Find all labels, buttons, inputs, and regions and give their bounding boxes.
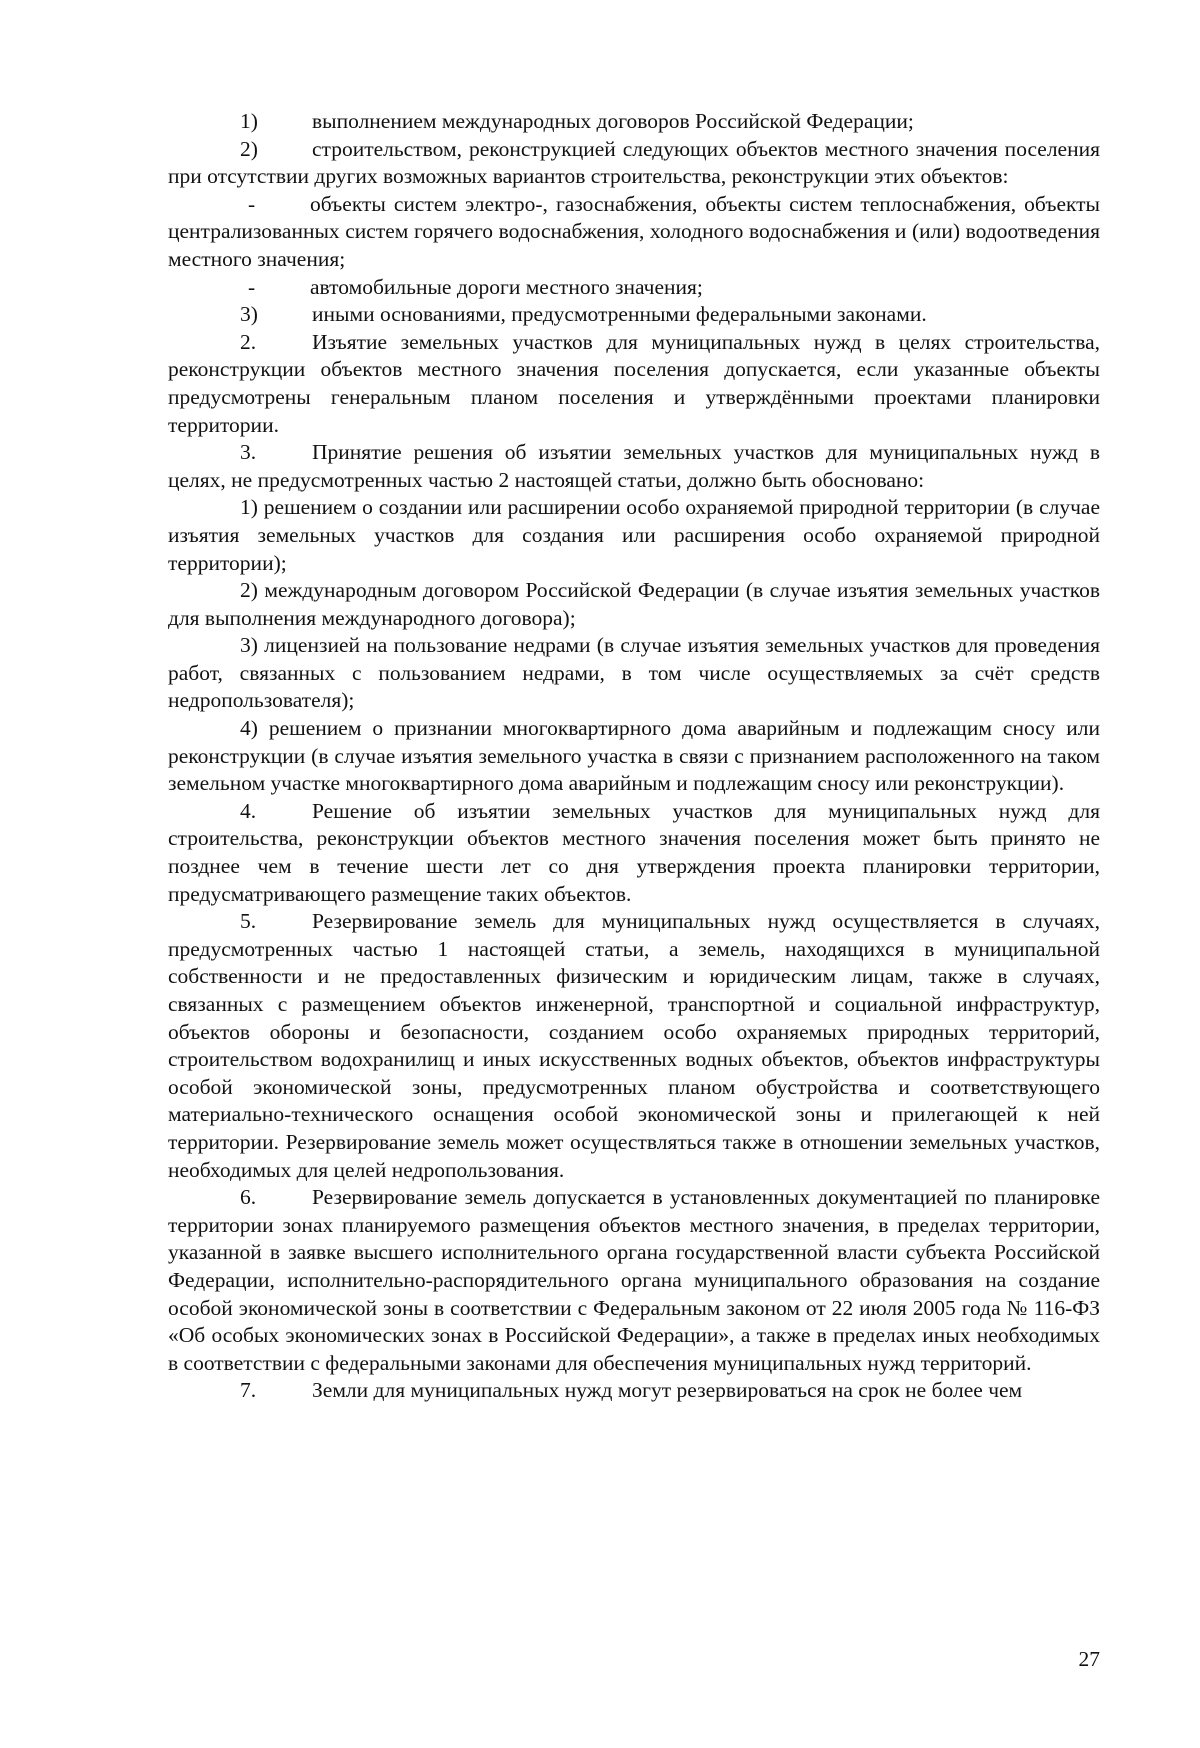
paragraph-number: 4. (240, 798, 257, 823)
paragraph (168, 1377, 1100, 1405)
paragraph-number: 5. (240, 909, 257, 934)
paragraph (168, 439, 1100, 494)
paragraph-text: Изъятие земельных участков для муниципальных нужд в целях строительства, реконструкции объектов местного значения поселения допускается, если указанные объекты предусмотрены генеральным планом поселения и утверждёнными проектами планировки территории. (168, 329, 1100, 437)
item-number: 1) (240, 109, 258, 133)
page-number: 27 (1078, 1647, 1100, 1671)
list-item (168, 108, 1100, 136)
item-text: строительством, реконструкцией следующих объектов местного значения поселения при отсутствии других возможных вариантов строительства, реконструкции этих объектов: (168, 136, 1100, 189)
item-text: объекты систем электро-, газоснабжения, объекты систем теплоснабжения, объекты централизованных систем горячего водоснабжения, холодного водоснабжения и (или) водоотведения местного значения; (168, 191, 1100, 271)
item-dash: - (248, 274, 256, 299)
paragraph-number: 6. (240, 1185, 257, 1210)
item-dash: - (248, 191, 256, 216)
list-item (168, 136, 1100, 191)
list-item (168, 274, 1100, 302)
paragraph (168, 908, 1100, 1184)
paragraph (168, 329, 1100, 439)
paragraph (168, 494, 1100, 577)
paragraph-text: Резервирование земель для муниципальных нужд осуществляется в случаях, предусмотренных частью 1 настоящей статьи, а земель, находящихся в муниципальной собственности и не предоставленных физическим и юридическим лицам, также в случаях, связанных с размещением объектов инженерной, транспортной и социальной инфраструктур, объектов обороны и безопасности, созданием особо охраняемых природных территорий, строительством водохранилищ и иных искусственных водных объектов, объектов инфраструктуры особой экономической зоны, предусмотренных планом обустройства и соответствующего материально-технического оснащения особой экономической зоны и прилегающей к ней территории. Резервирование земель может осуществляться также в отношении земельных участков, необходимых для целей недропользования. (168, 909, 1100, 1182)
list-item (168, 191, 1100, 274)
paragraph-number: 2. (240, 329, 257, 354)
paragraph-text: 3) лицензией на пользование недрами (в случае изъятия земельных участков для проведения работ, связанных с пользованием недрами, в том числе осуществляемых за счёт средств недропользователя); (168, 633, 1100, 713)
paragraph (168, 632, 1100, 715)
paragraph-text: Земли для муниципальных нужд могут резервироваться на срок не более чем (312, 1378, 1023, 1403)
paragraph-text: Принятие решения об изъятии земельных участков для муниципальных нужд в целях, не предусмотренных частью 2 настоящей статьи, должно быть обосновано: (168, 440, 1100, 492)
paragraph (168, 577, 1100, 632)
paragraph (168, 1184, 1100, 1377)
paragraph (168, 798, 1100, 908)
paragraph-number: 7. (240, 1378, 257, 1403)
item-text: выполнением международных договоров Российской Федерации; (312, 109, 914, 133)
paragraph-number: 3. (240, 440, 257, 465)
item-number: 3) (240, 302, 258, 327)
item-number: 2) (240, 136, 258, 161)
paragraph-text: 2) международным договором Российской Федерации (в случае изъятия земельных участков для выполнения международного договора); (168, 578, 1100, 630)
paragraph-text: 1) решением о создании или расширении особо охраняемой природной территории (в случае изъятия земельных участков для создания или расширения особо охраняемой природной территории); (168, 495, 1100, 575)
item-text: автомобильные дороги местного значения; (310, 274, 703, 299)
paragraph-text: 4) решением о признании многоквартирного дома аварийным и подлежащим сносу или реконструкции (в случае изъятия земельного участка в связи с признанием расположенного на таком земельном участке многоквартирного дома аварийным и подлежащим сносу или реконструкции). (168, 716, 1100, 796)
item-text: иными основаниями, предусмотренными федеральными законами. (312, 302, 927, 327)
paragraph (168, 715, 1100, 798)
list-item (168, 301, 1100, 329)
document-body (168, 108, 1100, 1405)
paragraph-text: Решение об изъятии земельных участков для муниципальных нужд для строительства, реконструкции объектов местного значения поселения может быть принято не позднее чем в течение шести лет со дня утверждения проекта планировки территории, предусматривающего размещение таких объектов. (168, 798, 1100, 906)
paragraph-text: Резервирование земель допускается в установленных документацией по планировке территории зонах планируемого размещения объектов местного значения, в пределах территории, указанной в заявке высшего исполнительного органа государственной власти субъекта Российской Федерации, исполнительно-распорядительного органа муниципального образования на создание особой экономической зоны в соответствии с Федеральным законом от 22 июля 2005 года № 116-ФЗ «Об особых экономических зонах в Российской Федерации», а также в пределах иных необходимых в соответствии с федеральными законами для обеспечения муниципальных нужд территорий. (168, 1185, 1100, 1375)
